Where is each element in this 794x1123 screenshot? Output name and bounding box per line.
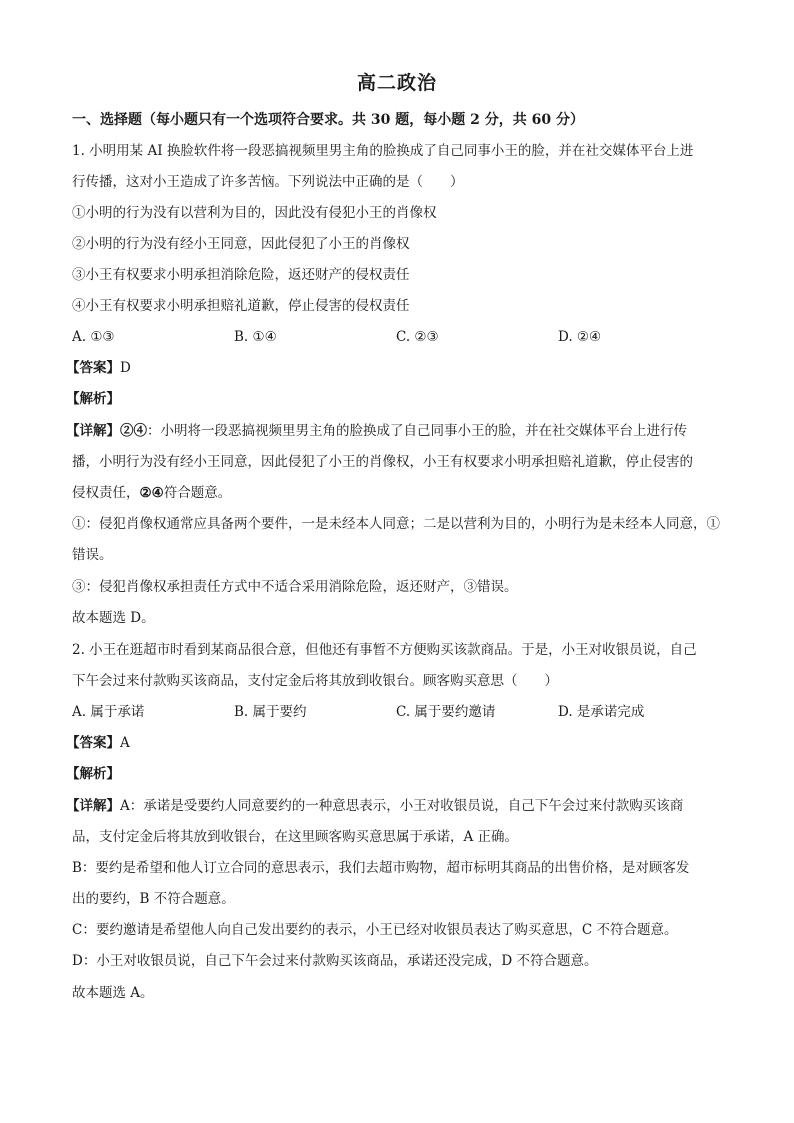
q1-detail-lead: ②④ bbox=[120, 423, 147, 439]
q1-detail-tag: 【详解】 bbox=[66, 423, 120, 439]
q1-detail-line-1 bbox=[66, 421, 687, 441]
q2-detail-line-1 bbox=[66, 796, 683, 816]
q1-stem-line-1: 1. 小明用某 AI 换脸软件将一段恶搞视频里男主角的脸换成了自己同事小王的脸，并在社交媒体平台上进 bbox=[72, 143, 694, 159]
q1-statement-2: ②小明的行为没有经小王同意，因此侵犯了小王的肖像权 bbox=[72, 236, 410, 252]
q1-answer-value: D bbox=[120, 360, 131, 376]
q2-analysis-tag: 【解析】 bbox=[66, 766, 120, 782]
q2-answer bbox=[66, 733, 130, 753]
q2-detail-line-2: 品，支付定金后将其放到收银台，在这里顾客购买意思属于承诺，A 正确。 bbox=[72, 829, 519, 845]
q2-answer-value: A bbox=[120, 735, 130, 751]
q2-detail-line-4: 出的要约，B 不符合题意。 bbox=[72, 891, 235, 907]
q2-detail-line-6: D：小王对收银员说，自己下午会过来付款购买该商品，承诺还没完成，D 不符合题意。 bbox=[72, 953, 598, 969]
q1-statement-1: ①小明的行为没有以营利为目的，因此没有侵犯小王的肖像权 bbox=[72, 205, 437, 221]
q1-statement-3: ③小王有权要求小明承担消除危险，返还财产的侵权责任 bbox=[72, 267, 410, 283]
q2-stem-line-2: 下午会过来付款购买该商品，支付定金后将其放到收银台。顾客购买意思（ ） bbox=[72, 673, 558, 689]
q2-detail-text-1: A：承诺是受要约人同意要约的一种意思表示，小王对收银员说，自己下午会过来付款购买该商 bbox=[120, 798, 684, 814]
q2-conclusion: 故本题选 A。 bbox=[72, 985, 154, 1001]
q1-conclusion: 故本题选 D。 bbox=[72, 610, 155, 626]
q1-detail-line-2: 播，小明行为没有经小王同意，因此侵犯了小王的肖像权，小王有权要求小明承担赔礼道歉，停止侵害的 bbox=[72, 454, 693, 470]
q1-detail-text-1: ：小明将一段恶搞视频里男主角的脸换成了自己同事小王的脸，并在社交媒体平台上进行传 bbox=[147, 423, 687, 439]
q1-option-a: A. ①③ bbox=[72, 329, 115, 345]
q1-answer-tag: 【答案】 bbox=[66, 360, 120, 376]
q2-option-c: C. 属于要约邀请 bbox=[396, 704, 496, 720]
q2-option-d: D. 是承诺完成 bbox=[558, 704, 645, 720]
q2-detail-line-3: B：要约是希望和他人订立合同的意思表示，我们去超市购物，超市标明其商品的出售价格，是对顾客发 bbox=[72, 860, 690, 876]
q1-statement-4: ④小王有权要求小明承担赔礼道歉，停止侵害的侵权责任 bbox=[72, 298, 410, 314]
q1-detail-line-3 bbox=[72, 483, 231, 503]
q1-detail-3-post: 符合题意。 bbox=[163, 485, 232, 501]
q1-stem-line-2: 行传播，这对小王造成了许多苦恼。下列说法中正确的是（ ） bbox=[72, 174, 464, 190]
q1-answer bbox=[66, 358, 131, 378]
q2-stem-line-1: 2. 小王在逛超市时看到某商品很合意，但他还有事暂不方便购买该款商品。于是，小王对收银员说，自己 bbox=[72, 642, 697, 658]
q1-detail-line-6: ③：侵犯肖像权承担责任方式中不适合采用消除危险，返还财产，③错误。 bbox=[72, 579, 518, 595]
q1-detail-line-4: ①：侵犯肖像权通常应具备两个要件，一是未经本人同意；二是以营利为目的，小明行为是未经本人同意，① bbox=[72, 516, 720, 532]
q1-option-c: C. ②③ bbox=[396, 329, 439, 345]
page-title: 高二政治 bbox=[356, 72, 437, 94]
q2-option-a: A. 属于承诺 bbox=[72, 704, 145, 720]
q2-detail-tag: 【详解】 bbox=[66, 798, 120, 814]
q2-answer-tag: 【答案】 bbox=[66, 735, 120, 751]
q1-analysis-tag: 【解析】 bbox=[66, 391, 120, 407]
q2-detail-line-5: C：要约邀请是希望他人向自己发出要约的表示，小王已经对收银员表达了购买意思，C 不符合题意。 bbox=[72, 922, 678, 938]
q2-option-b: B. 属于要约 bbox=[234, 704, 307, 720]
q1-detail-3-pre: 侵权责任， bbox=[72, 485, 140, 501]
q1-detail-3-bold: ②④ bbox=[139, 485, 164, 501]
q1-option-d: D. ②④ bbox=[558, 329, 602, 345]
section-heading: 一、选择题（每小题只有一个选项符合要求。共 30 题，每小题 2 分，共 60 分） bbox=[72, 112, 584, 128]
q1-option-b: B. ①④ bbox=[234, 329, 277, 345]
q1-detail-line-5: 错误。 bbox=[72, 547, 113, 563]
